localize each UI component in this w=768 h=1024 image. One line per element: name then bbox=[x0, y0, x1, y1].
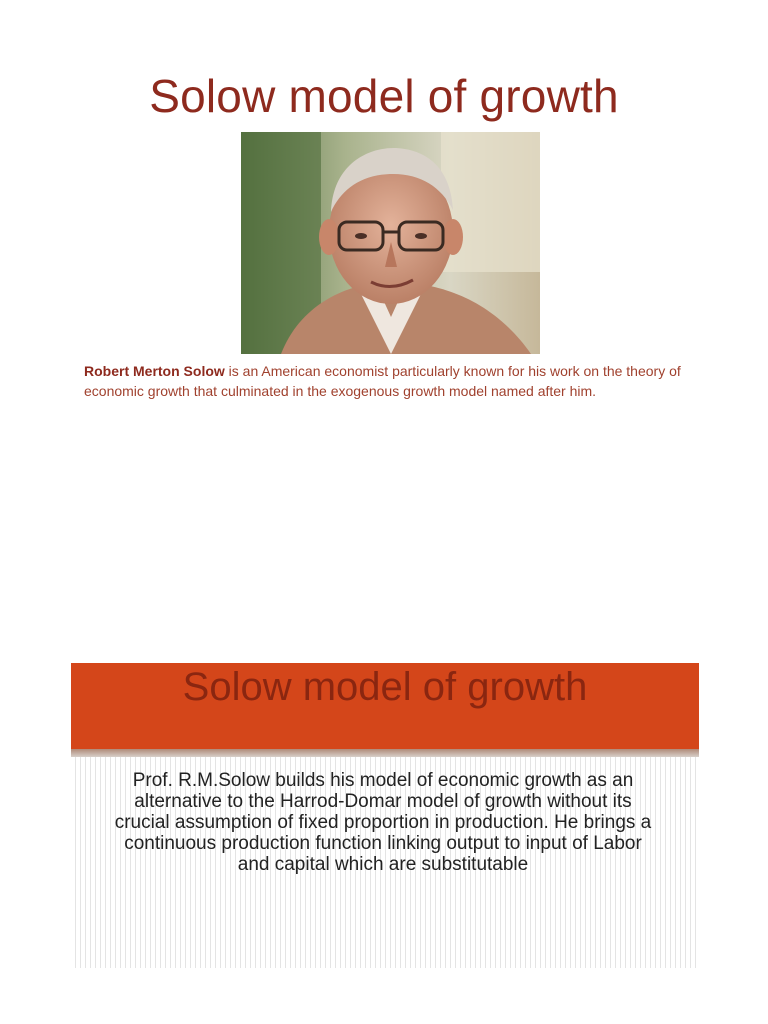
slide-body-text: Prof. R.M.Solow builds his model of economic growth as an alternative to the Harrod-Domar model of growth without its crucial assumption of fixed proportion in production. He brings a continuous production function linking output to input of Labor and capital which are substitutable bbox=[114, 770, 652, 875]
slide-header-divider bbox=[71, 749, 699, 757]
portrait-photo bbox=[241, 132, 540, 354]
bio-paragraph bbox=[84, 361, 694, 401]
bio-text: is an American economist particularly known for his work on the theory of economic growth that culminated in the exogenous growth model named after him. bbox=[84, 363, 681, 399]
slide-header-title: Solow model of growth bbox=[182, 665, 588, 709]
bio-name: Robert Merton Solow bbox=[84, 363, 225, 379]
slide-title: Solow model of growth bbox=[149, 70, 619, 122]
